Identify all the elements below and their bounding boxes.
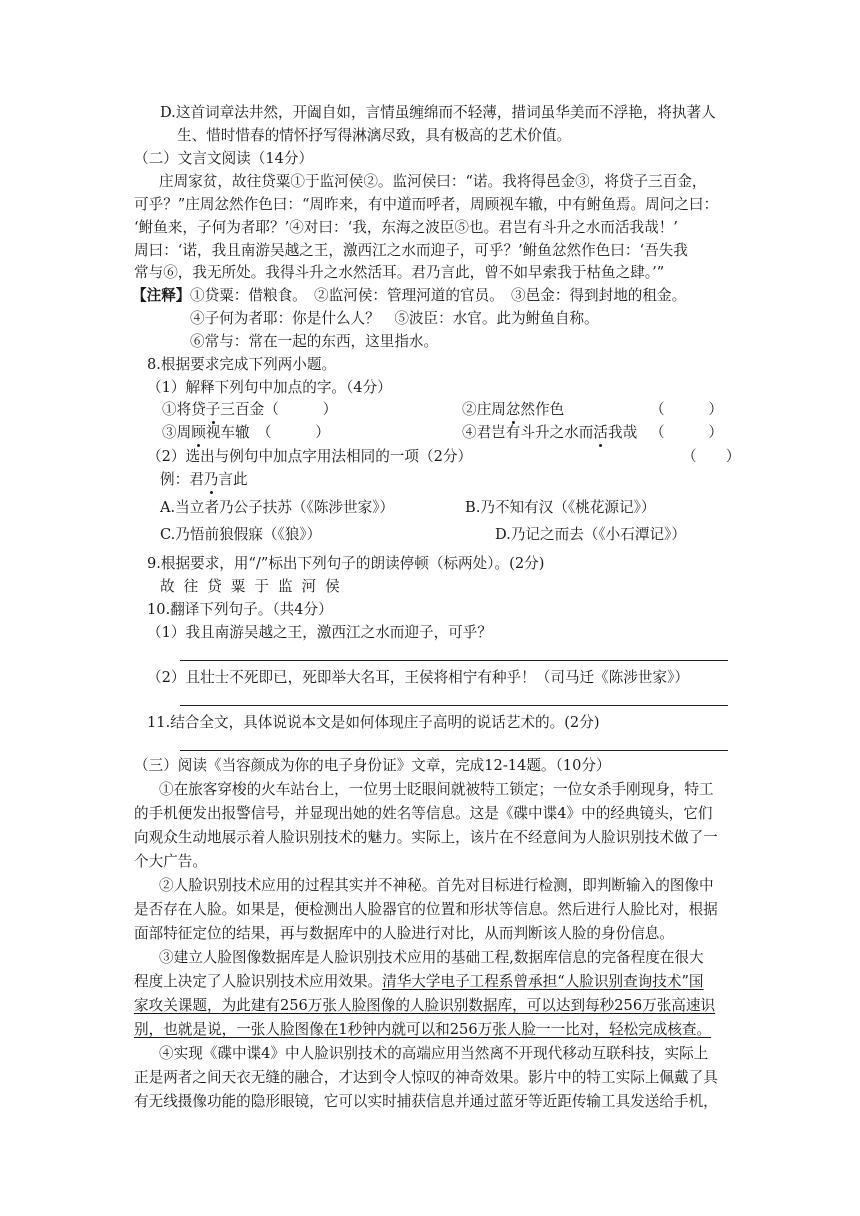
- passage-line: 庄周家贫，故往贷粟①于监河侯②。监河侯曰：“诺。我将得邑金③，将贷子三百金，: [159, 173, 707, 190]
- q7-option-d-line1: D.这首词章法井然，开阖自如，言情虽缠绵而不轻薄，措词虽华美而不浮艳，将执著人: [160, 104, 716, 121]
- note-line: ④子何为者耶：你是什么人？ ⑤波臣：水官。此为鲋鱼自称。: [190, 310, 599, 327]
- article-line: ④实现《碟中谍4》中人脸识别技术的高端应用当然离不开现代移动互联科技，实际上: [159, 1045, 709, 1062]
- article-line: ③建立人脸图像数据库是人脸识别技术应用的基础工程,数据库信息的完备程度在很大: [159, 949, 704, 966]
- article-line: 向观众生动地展示着人脸识别技术的魅力。实际上，该片在不经意间为人脸识别技术做了一: [134, 829, 718, 846]
- note-line: ①贷粟：借粮食。 ②监河侯：管理河道的官员。 ③邑金：得到封地的租金。: [190, 287, 687, 304]
- underlined-line: 家攻关课题，为此建有256万张人脸图像的人脸识别数据库，可以达到每秒256万张高速识: [134, 997, 716, 1014]
- q8-item-3: [162, 423, 330, 443]
- dotted-char: 乃: [203, 471, 219, 488]
- q10-title: 10.翻译下列句子。（共4分）: [147, 601, 333, 618]
- q8-item-2: [462, 400, 564, 420]
- notes-label: 【注释】: [132, 287, 191, 304]
- q9-title: 9.根据要求，用“/”标出下列句子的朗读停顿（标两处）。(2分): [147, 555, 545, 572]
- dotted-char: 子: [205, 401, 221, 418]
- item-text: ①将贷: [162, 401, 206, 418]
- article-line: ②人脸识别技术应用的过程其实并不神秘。首先对目标进行检测，即判断输入的图像中: [159, 877, 714, 894]
- q8-example: [160, 470, 248, 490]
- q9-sentence[interactable]: 故往贷粟于监河侯: [160, 578, 349, 595]
- q8-option-d[interactable]: D.乃记之而去（《小石潭记》）: [495, 526, 686, 543]
- q10-sentence-2: （2）且壮士不死即已，死即举大名耳，王侯将相宁有种乎！（司马迁《陈涉世家》）: [147, 669, 689, 686]
- article-line: [134, 972, 704, 992]
- item-text: ③周: [162, 424, 192, 441]
- item-text: ④君岂有斗升之水而: [462, 424, 594, 441]
- underlined-text: 清华大学电子工程系曾承担“人脸识别查询技术”国: [382, 973, 704, 990]
- section-2-title: （二）文言文阅读（14分）: [134, 150, 314, 167]
- article-line: ①在旅客穿梭的火车站台上，一位男士眨眼间就被特工锁定；一位女杀手刚现身，特工: [159, 781, 714, 798]
- q8-option-c[interactable]: C.乃悟前狼假寐（《狼》）: [160, 526, 322, 543]
- q11-title: 11.结合全文，具体说说本文是如何体现庄子高明的说话艺术的。(2分): [147, 714, 600, 731]
- q8-option-b[interactable]: B.乃不知有汉（《桃花源记》）: [465, 499, 656, 516]
- section-3-title: （三）阅读《当容颜成为你的电子身份证》文章，完成12-14题。（10分）: [134, 757, 611, 774]
- article-line: 是否存在人脸。如果是，便检测出人脸器官的位置和形状等信息。然后进行人脸比对，根据: [134, 901, 718, 918]
- q8-item-1: [162, 400, 337, 420]
- answer-line[interactable]: [180, 705, 728, 706]
- passage-line: 周曰：‘诺，我且南游吴越之王，激西江之水而迎子，可乎？’鲋鱼忿然作色曰：‘吾失我: [134, 242, 688, 259]
- dotted-char: 活: [593, 424, 608, 441]
- dotted-char: 忿: [505, 401, 521, 418]
- example-text: 例：君: [160, 471, 204, 488]
- item-text: 视车辙 （ ）: [205, 424, 330, 441]
- article-text: 程度上决定了人脸识别技术应用效果。: [134, 973, 383, 990]
- article-line: 的手机便发出报警信号，并显现出她的姓名等信息。这是《碟中谍4》中的经典镜头，它们: [134, 805, 713, 822]
- q8-title: 8.根据要求完成下列两小题。: [147, 356, 337, 373]
- article-line: 正是两者之间天衣无缝的融合，才达到令人惊叹的神奇效果。影片中的特工实际上佩戴了具: [134, 1069, 718, 1086]
- answer-blank[interactable]: （ ）: [682, 448, 741, 465]
- item-text: 然作色: [520, 401, 565, 418]
- answer-line[interactable]: [180, 750, 728, 751]
- q8-option-a[interactable]: A.当立者乃公子扶苏（《陈涉世家》）: [160, 499, 395, 516]
- passage-line: ‘鲋鱼来，子何为者耶？’④对曰：‘我，东海之波臣⑤也。君岂有斗升之水而活我哉！’: [134, 219, 678, 236]
- q8-sub2: （2）选出与例句中加点字用法相同的一项（2分）: [147, 448, 473, 465]
- item-text: 我哉: [607, 424, 638, 441]
- q8-item-4: [462, 423, 637, 443]
- article-line: 个大广告。: [134, 853, 207, 870]
- dotted-char: 顾: [191, 424, 206, 441]
- answer-blank[interactable]: （ ）: [650, 401, 723, 418]
- underlined-line: 别，也就是说，一张人脸图像在1秒钟内就可以和256万张人脸一一比对，轻松完成核查。: [134, 1021, 712, 1038]
- item-text: 三百金（ ）: [220, 401, 338, 418]
- example-text: 言此: [218, 471, 248, 488]
- q8-sub1: （1）解释下列句中加点的字。（4分）: [147, 379, 392, 396]
- q7-option-d-line2: 生、惜时惜春的情怀抒写得淋漓尽致，具有极高的艺术价值。: [177, 127, 572, 144]
- note-line: ⑥常与：常在一起的东西，这里指水。: [190, 333, 439, 350]
- passage-line: 可乎？”庄周忿然作色曰：“周昨来，有中道而呼者，周顾视车辙，中有鲋鱼焉。周问之曰：: [134, 196, 719, 213]
- article-line: 有无线摄像功能的隐形眼镜，它可以实时捕获信息并通过蓝牙等近距传输工具发送给手机，: [134, 1093, 718, 1110]
- answer-blank[interactable]: （ ）: [650, 424, 723, 441]
- answer-line[interactable]: [180, 660, 728, 661]
- passage-line: 常与⑥，我无所处。我得斗升之水然活耳。君乃言此，曾不如早索我于枯鱼之肆。’”: [134, 264, 665, 281]
- article-line: 面部特征定位的结果，再与数据库中的人脸进行对比，从而判断该人脸的身份信息。: [134, 925, 674, 942]
- item-text: ②庄周: [462, 401, 506, 418]
- q10-sentence-1: （1）我且南游吴越之王，激西江之水而迎子，可乎？: [147, 624, 492, 641]
